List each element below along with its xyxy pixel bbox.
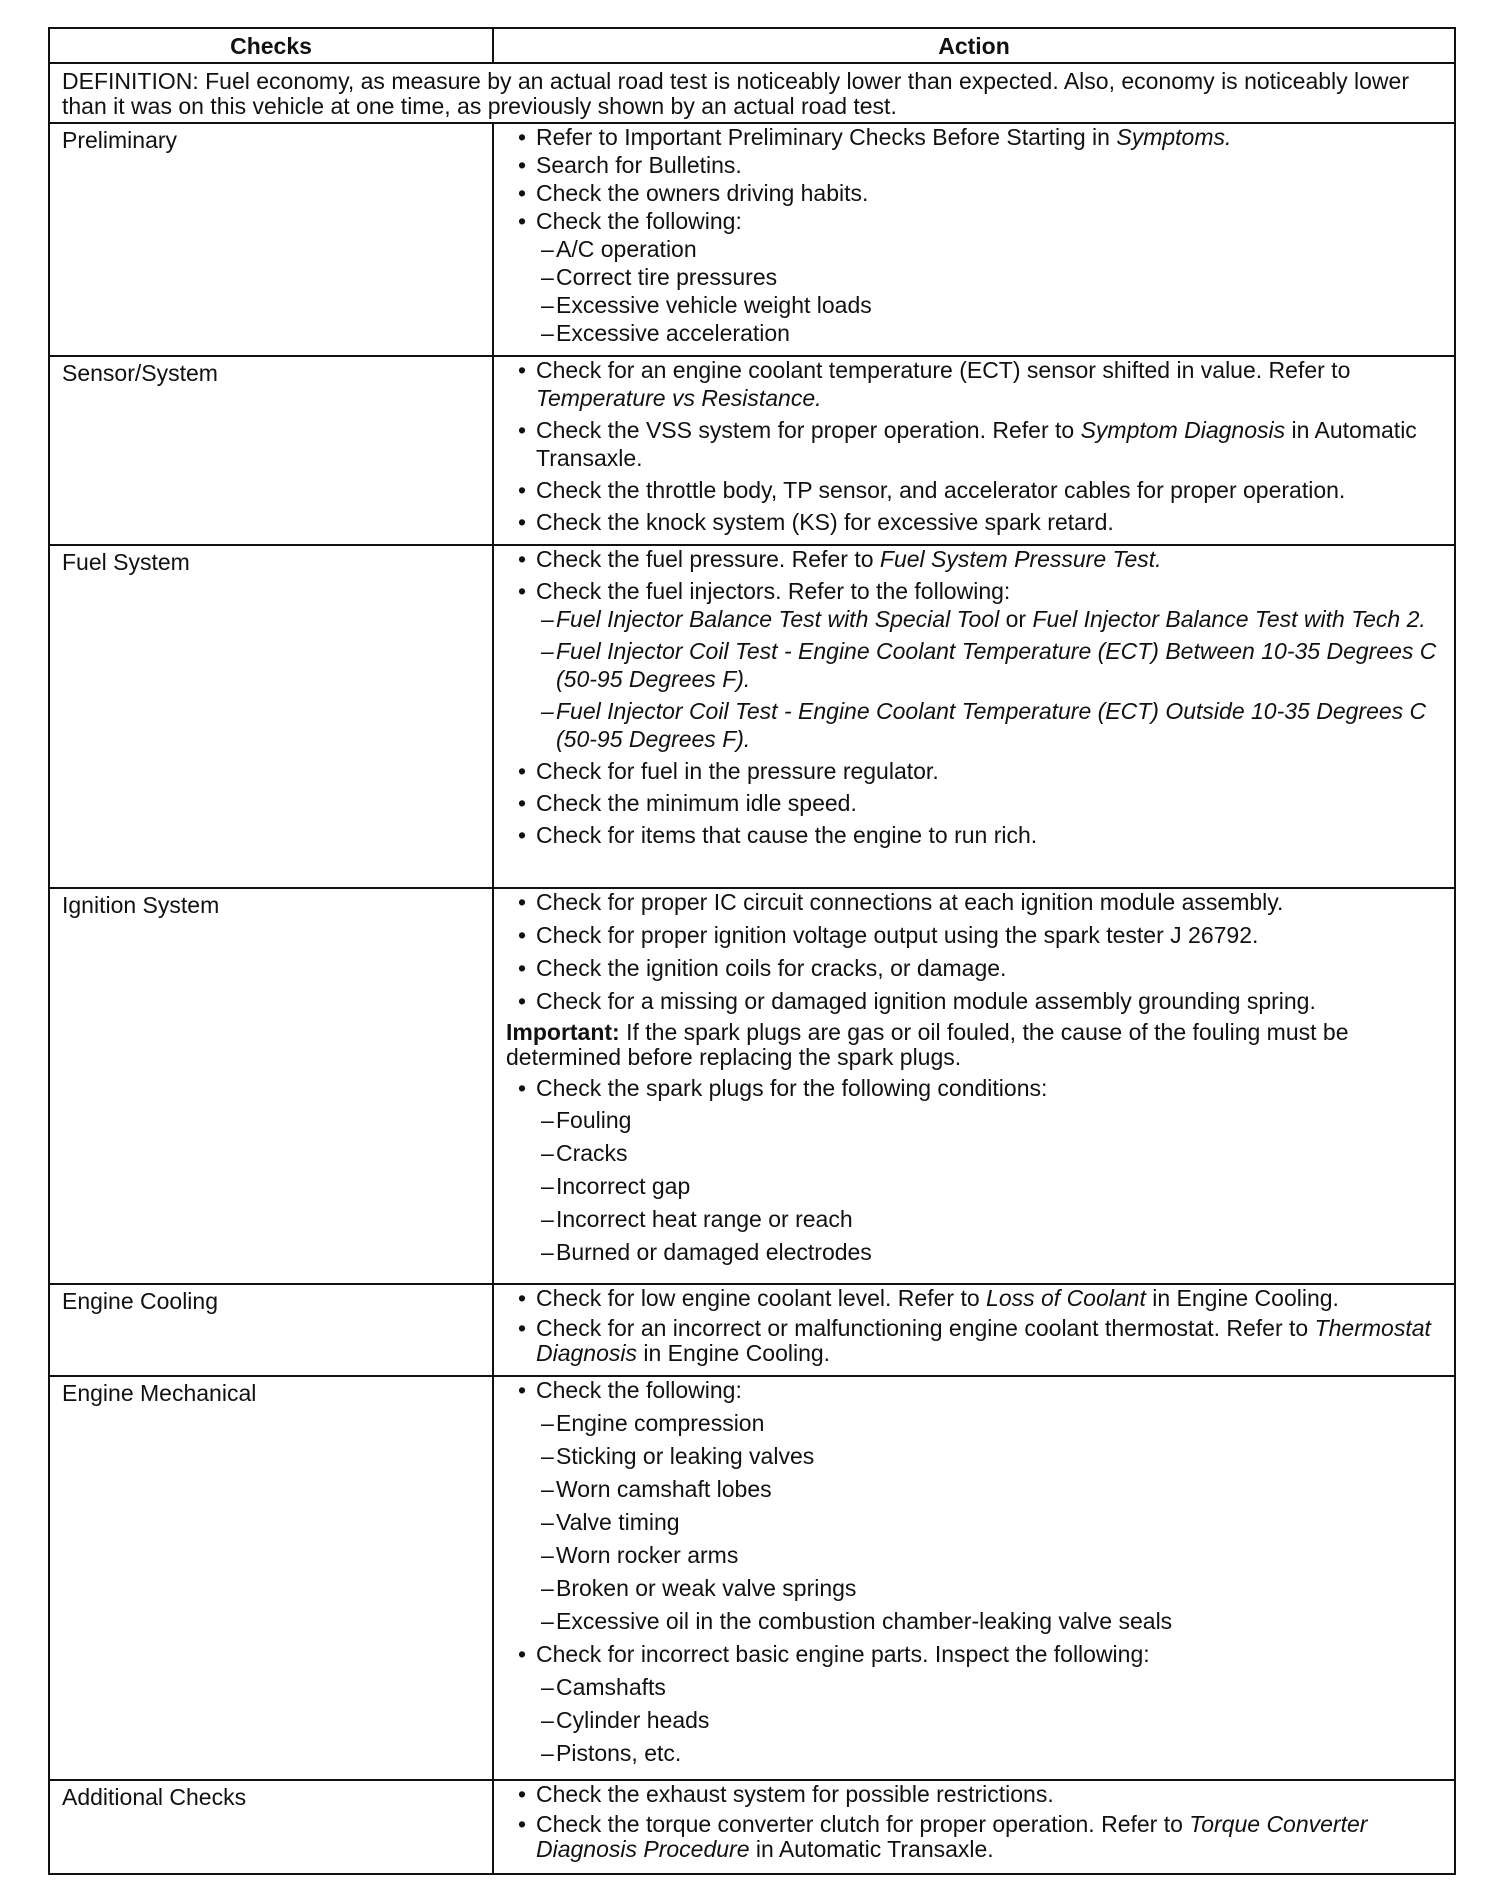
loss-of-coolant-reference: Loss of Coolant — [986, 1285, 1146, 1311]
sub-list-item: – Excessive acceleration — [506, 319, 1442, 347]
check-label-sensor-system: Sensor/System — [49, 356, 493, 545]
sub-list-item: – Incorrect heat range or reach — [506, 1205, 1442, 1233]
action-cell-additional-checks — [493, 1780, 1455, 1874]
sub-list-item: – Correct tire pressures — [506, 263, 1442, 291]
list-item: • Check the throttle body, TP sensor, and accelerator cables for proper operation. — [506, 476, 1442, 504]
torque-converter-reference: Torque Converter Diagnosis Procedure — [536, 1811, 1368, 1862]
check-label-engine-cooling: Engine Cooling — [49, 1284, 493, 1376]
important-note: Important: If the spark plugs are gas or oil fouled, the cause of the fouling must be determined before replacing the spark plugs. — [506, 1019, 1349, 1070]
definition-text: DEFINITION: Fuel economy, as measure by an actual road test is noticeably lower than expected. Also, economy is noticeably lower than it was on this vehicle at one time, as previously shown by an actual road test. — [49, 63, 1455, 123]
sub-list-item: – A/C operation — [506, 235, 1442, 263]
action-cell-engine-mechanical — [493, 1376, 1455, 1780]
sub-list-item: – Fouling — [506, 1106, 1442, 1134]
sub-list-item: – Sticking or leaking valves — [506, 1442, 1442, 1470]
sub-list-item: – Camshafts — [506, 1673, 1442, 1701]
list-item: • Check the exhaust system for possible restrictions. — [506, 1780, 1442, 1808]
list-item: • Check the following: – A/C operation – Correct tire pressures – Excessive vehicle weight loads – Excessive acceleration — [506, 207, 1442, 347]
sub-list-item: – Fuel Injector Coil Test - Engine Coolant Temperature (ECT) Between 10-35 Degrees C (50-95 Degrees F). — [506, 637, 1442, 693]
table-row — [49, 1780, 1455, 1874]
sub-list-item: – Worn rocker arms — [506, 1541, 1442, 1569]
action-header: Action — [493, 28, 1455, 63]
sub-list-item: – Pistons, etc. — [506, 1739, 1442, 1767]
list-item: • Check for an incorrect or malfunctioning engine coolant thermostat. Refer to Thermostat Diagnosis in Engine Cooling. — [506, 1316, 1442, 1366]
symptom-diagnosis-reference: Symptom Diagnosis — [1080, 417, 1286, 443]
list-item: • Check the fuel pressure. Refer to Fuel System Pressure Test. — [506, 545, 1442, 573]
list-item: • Check for fuel in the pressure regulator. — [506, 757, 1442, 785]
list-item: • Check the torque converter clutch for proper operation. Refer to Torque Converter Diagnosis Procedure in Automatic Transaxle. — [506, 1812, 1442, 1862]
table-row — [49, 1376, 1455, 1780]
action-cell-fuel-system — [493, 545, 1455, 888]
sub-list-item: – Fuel Injector Balance Test with Special Tool or Fuel Injector Balance Test with Tech 2. — [506, 605, 1442, 633]
table-row — [49, 356, 1455, 545]
list-item: • Check for a missing or damaged ignition module assembly grounding spring. — [506, 987, 1442, 1015]
table-row — [49, 888, 1455, 1284]
checks-header: Checks — [49, 28, 493, 63]
table-row — [49, 1284, 1455, 1376]
list-item: • Check the fuel injectors. Refer to the following: – Fuel Injector Balance Test with Special Tool or Fuel Injector Balance Test with Tech 2. – Fuel Injector Coil Test - Engine Coolant Temperature (ECT) Between 10-35 Degrees C (50-95 Degrees F). – Fuel Injector Coil Test - Engine Coolant Temperature (ECT) Outside 10-35 Degrees C (50-95 Degrees F). — [506, 577, 1442, 753]
list-item: • Check for items that cause the engine to run rich. — [506, 821, 1442, 849]
sub-list-item: – Broken or weak valve springs — [506, 1574, 1442, 1602]
list-item: • Check the knock system (KS) for excessive spark retard. — [506, 508, 1442, 536]
sub-list-item: – Cracks — [506, 1139, 1442, 1167]
sub-list-item: – Engine compression — [506, 1409, 1442, 1437]
action-cell-preliminary — [493, 123, 1455, 356]
thermostat-diagnosis-reference: Thermostat Diagnosis — [536, 1315, 1431, 1366]
diagnostic-table-sheet — [48, 27, 1456, 1875]
list-item: • Check the owners driving habits. — [506, 179, 1442, 207]
action-cell-sensor-system — [493, 356, 1455, 545]
list-item: • Check the ignition coils for cracks, or damage. — [506, 954, 1442, 982]
sub-list-item: – Cylinder heads — [506, 1706, 1442, 1734]
list-item: • Search for Bulletins. — [506, 151, 1442, 179]
check-label-additional-checks: Additional Checks — [49, 1780, 493, 1874]
check-label-engine-mechanical: Engine Mechanical — [49, 1376, 493, 1780]
sub-list-item: – Excessive oil in the combustion chamber-leaking valve seals — [506, 1607, 1442, 1635]
list-item: • Check for incorrect basic engine parts. Inspect the following: – Camshafts – Cylinder heads – Pistons, etc. — [506, 1640, 1442, 1767]
list-item: • Check for an engine coolant temperature (ECT) sensor shifted in value. Refer to Temperature vs Resistance. — [506, 356, 1442, 412]
check-label-preliminary: Preliminary — [49, 123, 493, 356]
symptoms-reference: Symptoms. — [1116, 124, 1232, 150]
sub-list-item: – Valve timing — [506, 1508, 1442, 1536]
table-header-row — [49, 28, 1455, 63]
sub-list-item: – Fuel Injector Coil Test - Engine Coolant Temperature (ECT) Outside 10-35 Degrees C (50-95 Degrees F). — [506, 697, 1442, 753]
list-item: • Check for proper IC circuit connections at each ignition module assembly. — [506, 888, 1442, 916]
list-item: • Check the VSS system for proper operation. Refer to Symptom Diagnosis in Automatic Transaxle. — [506, 416, 1442, 472]
list-item: • Check the following: – Engine compression – Sticking or leaking valves – Worn camshaft lobes – Valve timing – Worn rocker arms – Broken or weak valve springs – Excessive oil in the combustion chamber-leaking valve seals — [506, 1376, 1442, 1635]
sub-list-item: – Burned or damaged electrodes — [506, 1238, 1442, 1266]
sub-list-item: – Worn camshaft lobes — [506, 1475, 1442, 1503]
check-label-fuel-system: Fuel System — [49, 545, 493, 888]
list-item: • Check for low engine coolant level. Refer to Loss of Coolant in Engine Cooling. — [506, 1284, 1442, 1312]
list-item: • Check for proper ignition voltage output using the spark tester J 26792. — [506, 921, 1442, 949]
table-row — [49, 123, 1455, 356]
fuel-economy-table — [48, 27, 1456, 1875]
check-label-ignition-system: Ignition System — [49, 888, 493, 1284]
list-item: • Check the spark plugs for the following conditions: – Fouling – Cracks – Incorrect gap – Incorrect heat range or reach – Burned or damaged electrodes — [506, 1074, 1442, 1266]
sub-list-item: – Excessive vehicle weight loads — [506, 291, 1442, 319]
definition-row — [49, 63, 1455, 123]
list-item: • Check the minimum idle speed. — [506, 789, 1442, 817]
temperature-resistance-reference: Temperature vs Resistance. — [536, 385, 822, 411]
list-item: • Refer to Important Preliminary Checks Before Starting in Symptoms. — [506, 123, 1442, 151]
action-cell-engine-cooling — [493, 1284, 1455, 1376]
fuel-pressure-test-reference: Fuel System Pressure Test. — [879, 546, 1162, 572]
table-row — [49, 545, 1455, 888]
action-cell-ignition-system — [493, 888, 1455, 1284]
sub-list-item: – Incorrect gap — [506, 1172, 1442, 1200]
